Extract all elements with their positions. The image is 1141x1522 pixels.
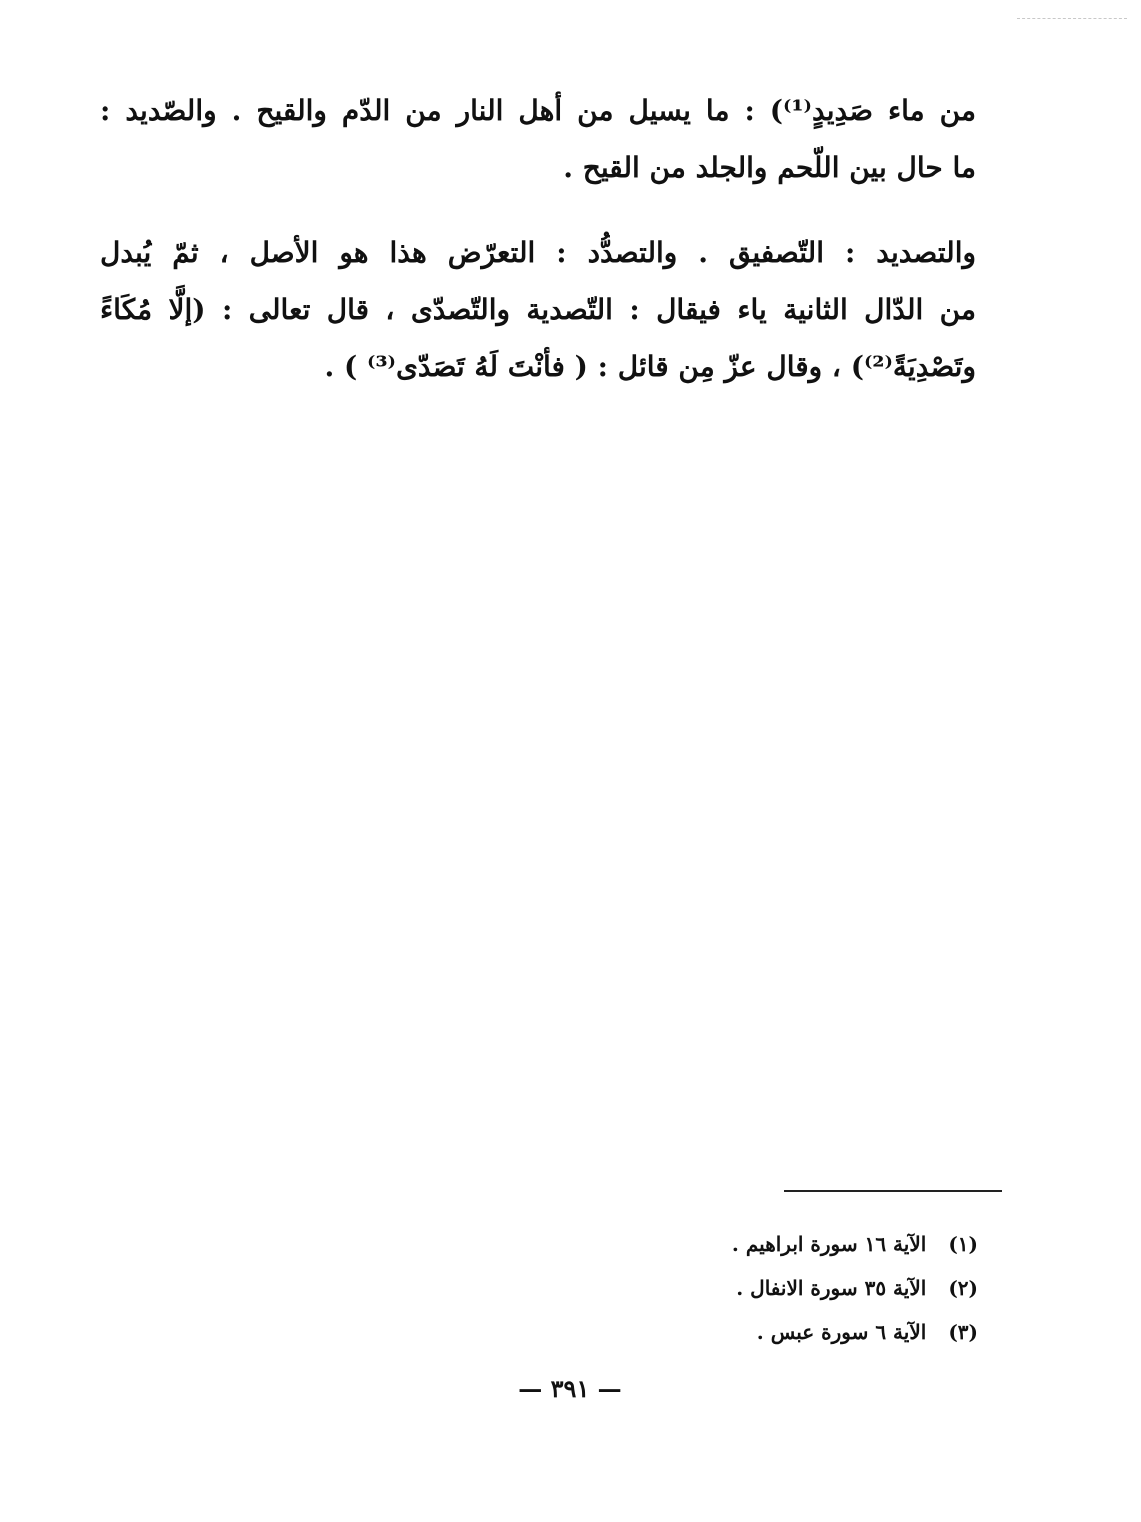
text-line: من ماء صَدِيدٍ⁽¹⁾) : ما يسيل من أهل النار من الدّم والقيح . والصّديد : [100,94,976,127]
text-line: من الدّال الثانية ياء فيقال : التّصدية والتّصدّى ، قال تعالى : (إلَّا مُكَاءً [100,293,976,326]
footnote-number: (١) [948,1232,978,1256]
text-line: والتصديد : التّصفيق . والتصدُّد : التعرّض هذا هو الأصل ، ثمّ يُبدل [100,236,976,269]
footnote-number: (٢) [948,1276,978,1300]
footnote-text: الآية ٦ سورة عبس . [756,1320,927,1344]
footnotes [558,1222,978,1354]
footnote-item [558,1266,978,1310]
footnote-number: (٣) [948,1320,978,1344]
text-line: وتَصْدِيَةً⁽²⁾) ، وقال عزّ مِن قائل : ( فأنْتَ لَهُ تَصَدّى⁽³⁾ ) . [324,350,976,383]
footnote-separator [784,1190,1002,1192]
page-number: — ٣٩١ — [518,1374,622,1403]
main-text [100,82,976,395]
text-line: ما حال بين اللّحم والجلد من القيح . [563,151,976,184]
scan-margin-mark [1017,18,1127,19]
footnote-text: الآية ١٦ سورة ابراهيم . [731,1232,927,1256]
footnote-text: الآية ٣٥ سورة الانفال . [736,1276,927,1300]
footnote-item [558,1222,978,1266]
footnote-item [558,1310,978,1354]
paragraph-gap [100,196,976,224]
